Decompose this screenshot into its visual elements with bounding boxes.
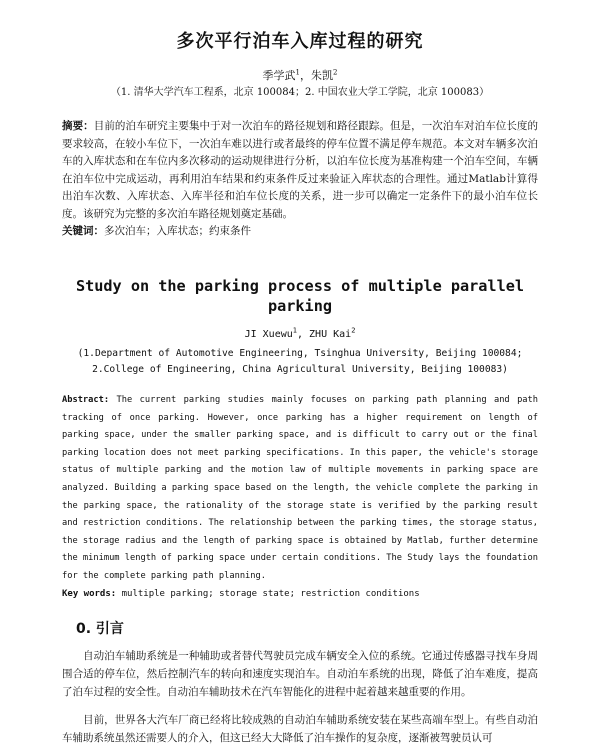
chinese-author-2-sup: 2 <box>333 68 338 77</box>
english-abstract <box>56 392 544 586</box>
chinese-affiliation: （1. 清华大学汽车工程系，北京 100084；2. 中国农业大学工学院，北京 100083） <box>110 87 490 98</box>
body-paragraph: 自动泊车辅助系统是一种辅助或者替代驾驶员完成车辆安全入位的系统。它通过传感器寻找车身周围合适的停车位，然后控制汽车的转向和速度实现泊车。自动泊车系统的出现，降低了泊车难度，提高了泊车过程的安全性。自动泊车辅助技术在汽车智能化的进程中起着越来越重要的作用。 <box>62 649 538 698</box>
chinese-abstract-text: 目前的泊车研究主要集中于对一次泊车的路径规划和路径跟踪。但是，一次泊车对泊车位长度的要求较高，在较小车位下，一次泊车难以进行或者最终的停车位置不满足停车规范。本文对车辆多次泊车的入库状态和在车位内多次移动的运动规律进行分析，以泊车位长度为基准构建一个泊车空间，车辆在泊车位中完成运动，再利用泊车结果和约束条件反过来验证入库状态的合理性。通过Matlab计算得出泊车次数、入库状态、入库半径和泊车位长度的关系，进一步可以确定一定条件下的最小泊车位长度。该研究为完整的多次泊车路径规划奠定基础。 <box>62 120 539 220</box>
english-affiliation-line-2: 2.College of Engineering, China Agricultural University, Beijing 100083) <box>92 364 508 375</box>
section-heading-introduction: 0. 引言 <box>76 620 124 637</box>
body-paragraph: 目前，世界各大汽车厂商已经将比较成熟的自动泊车辅助系统安装在某些高端车型上。有些自动泊车辅助系统虽然还需要人的介入，但这已经大大降低了泊车操作的复杂度，逐渐被驾驶员认可 <box>62 714 538 745</box>
english-keywords-label: Key words: <box>62 588 117 599</box>
english-author-2: ZHU Kai <box>309 329 352 340</box>
chinese-author-separator: ， <box>300 69 311 82</box>
english-abstract-label: Abstract: <box>62 395 110 405</box>
english-title: Study on the parking process of multiple parallel parking <box>75 277 525 315</box>
english-abstract-text: The current parking studies mainly focuses on parking path planning and path tracking of once parking. However, once parking has a higher requirement on length of parking space, under the smaller parking space, and is difficult to carry out or the final parking location does not meet parking specifications. In this paper, the vehicle's storage status of multiple parking and the motion law of multiple movements in parking space are analyzed. Building a parking space based on the length, the vehicle complete the parking in the parking space, the rationality of the storage state is verified by the parking result and restriction conditions. The relationship between the parking times, the storage status, the storage radius and the length of parking space is obtained by Matlab, further determine the minimum length of parking space under certain conditions. The Study lays the foundation for the complete parking path planning. <box>62 395 538 581</box>
chinese-authors <box>56 68 544 83</box>
english-authors <box>56 328 544 342</box>
english-author-2-sup: 2 <box>351 326 356 335</box>
chinese-author-2: 朱凯 <box>311 69 333 82</box>
chinese-title: 多次平行泊车入库过程的研究 <box>176 31 424 52</box>
chinese-keywords-label: 关键词： <box>62 225 104 237</box>
english-author-1-sup: 1 <box>292 326 297 335</box>
chinese-keywords <box>56 223 544 240</box>
chinese-keywords-text: 多次泊车；入库状态；约束条件 <box>104 225 251 237</box>
english-author-separator: , <box>296 329 310 340</box>
chinese-author-1: 季学武 <box>262 69 296 82</box>
english-affiliation-line-1: (1.Department of Automotive Engineering, Tsinghua University, Beijing 100084; <box>77 348 523 359</box>
english-keywords-text: multiple parking; storage state; restriction conditions <box>121 588 420 599</box>
english-author-1: JI Xuewu <box>244 329 293 340</box>
chinese-abstract-label: 摘要： <box>62 120 94 132</box>
chinese-abstract <box>56 118 544 223</box>
english-keywords <box>56 586 544 603</box>
chinese-author-1-sup: 1 <box>295 68 300 77</box>
english-affiliation <box>56 346 544 378</box>
